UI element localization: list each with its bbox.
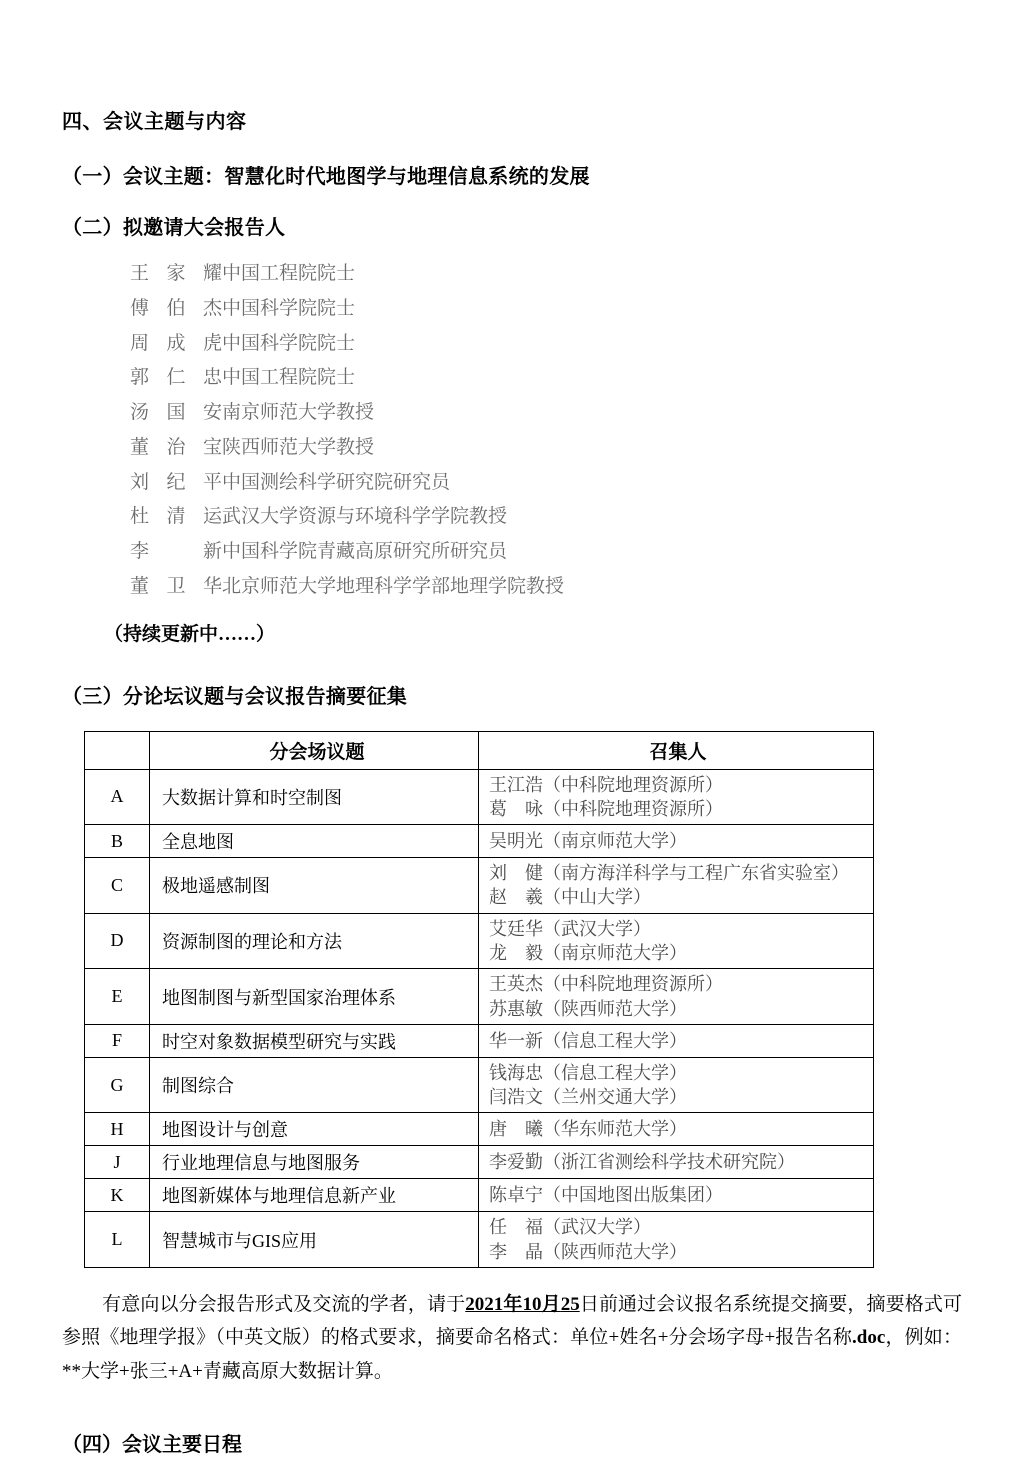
row-topic: 行业地理信息与地图服务 xyxy=(150,1146,479,1179)
row-topic: 资源制图的理论和方法 xyxy=(150,913,479,969)
list-item xyxy=(62,262,962,286)
paragraph-line3-c: ，例如：**大学+张三+A+青藏高原大数据计算。 xyxy=(62,1327,962,1382)
table-header-convener: 召集人 xyxy=(479,731,874,769)
speaker-affiliation: 南京师范大学教授 xyxy=(222,402,375,423)
table-row xyxy=(85,1113,874,1146)
row-topic: 大数据计算和时空制图 xyxy=(150,769,479,825)
row-conveners xyxy=(479,825,874,858)
row-conveners xyxy=(479,858,874,914)
row-conveners xyxy=(479,1057,874,1113)
row-topic: 智慧城市与GIS应用 xyxy=(150,1212,479,1268)
row-letter: K xyxy=(85,1179,150,1212)
convener: 钱海忠（信息工程大学） xyxy=(489,1062,687,1083)
row-letter: A xyxy=(85,769,150,825)
convener: 王英杰（中科院地理资源所） xyxy=(489,974,723,995)
row-topic: 地图新媒体与地理信息新产业 xyxy=(150,1179,479,1212)
list-item xyxy=(62,575,962,599)
list-item xyxy=(62,540,962,564)
speaker-affiliation: 中国科学院青藏高原研究所研究员 xyxy=(222,541,508,562)
subsection-2-speakers: （二）拟邀请大会报告人 xyxy=(62,217,286,239)
paragraph-lead: 有意向以分会报告形式及交流的学者，请于 xyxy=(102,1294,466,1316)
table-row xyxy=(85,1024,874,1057)
convener: 李爱勤（浙江省测绘科学技术研究院） xyxy=(489,1152,795,1173)
convener: 王江浩（中科院地理资源所） xyxy=(489,774,723,795)
speaker-name: 王家耀 xyxy=(130,263,222,284)
row-letter: C xyxy=(85,858,150,914)
convener: 吴明光（南京师范大学） xyxy=(489,830,687,851)
convener: 闫浩文（兰州交通大学） xyxy=(489,1087,687,1108)
row-conveners xyxy=(479,969,874,1025)
row-letter: B xyxy=(85,825,150,858)
paragraph-date-tail: 日前通过会议报名系统提交摘要， xyxy=(579,1294,867,1316)
deadline-day: 25 xyxy=(560,1294,580,1316)
list-item xyxy=(62,297,962,321)
deadline-month: 10月 xyxy=(522,1294,561,1316)
row-topic: 地图制图与新型国家治理体系 xyxy=(150,969,479,1025)
speaker-affiliation: 陕西师范大学教授 xyxy=(222,436,375,458)
row-conveners xyxy=(479,1146,874,1179)
speaker-affiliation: 中国工程院院士 xyxy=(222,263,356,284)
convener: 艾廷华（武汉大学） xyxy=(489,918,651,939)
submission-paragraph xyxy=(62,1288,962,1388)
row-topic: 全息地图 xyxy=(150,825,479,858)
convener: 李 晶（陕西师范大学） xyxy=(489,1241,687,1262)
convener: 陈卓宁（中国地图出版集团） xyxy=(489,1185,723,1206)
convener: 任 福（武汉大学） xyxy=(489,1217,651,1238)
speaker-name: 杜清运 xyxy=(130,506,222,528)
subsection-4-schedule: （四）会议主要日程 xyxy=(62,1433,242,1456)
forum-topics-table xyxy=(84,731,874,1269)
row-conveners xyxy=(479,1113,874,1146)
row-topic: 制图综合 xyxy=(150,1057,479,1113)
subsection-1-theme: （一）会议主题：智慧化时代地图学与地理信息系统的发展 xyxy=(62,166,590,188)
speaker-affiliation: 中国测绘科学研究院研究员 xyxy=(222,471,451,493)
convener: 华一新（信息工程大学） xyxy=(489,1030,687,1051)
speaker-affiliation: 中国科学院院士 xyxy=(222,297,356,319)
row-letter: J xyxy=(85,1146,150,1179)
convener: 龙 毅（南京师范大学） xyxy=(489,942,687,963)
speaker-name: 傅伯杰 xyxy=(130,297,222,319)
list-item xyxy=(62,505,962,529)
row-conveners xyxy=(479,1212,874,1268)
table-row xyxy=(85,1179,874,1212)
speaker-list xyxy=(62,262,962,599)
convener: 赵 羲（中山大学） xyxy=(489,887,651,908)
list-item xyxy=(62,332,962,356)
document-content xyxy=(62,105,962,1457)
speaker-name: 郭仁忠 xyxy=(130,367,222,389)
row-topic: 极地遥感制图 xyxy=(150,858,479,914)
table-row xyxy=(85,858,874,914)
row-conveners xyxy=(479,913,874,969)
table-row xyxy=(85,769,874,825)
speaker-name: 周成虎 xyxy=(130,332,222,354)
speaker-name: 李 新 xyxy=(130,541,222,562)
speaker-name: 董治宝 xyxy=(130,436,222,458)
table-row xyxy=(85,913,874,969)
table-header-topic: 分会场议题 xyxy=(150,731,479,769)
row-conveners xyxy=(479,769,874,825)
row-conveners xyxy=(479,1024,874,1057)
speaker-name: 董卫华 xyxy=(130,575,222,597)
list-item xyxy=(62,366,962,390)
convener: 唐 曦（华东师范大学） xyxy=(489,1119,687,1140)
section-heading: 四、会议主题与内容 xyxy=(62,111,247,133)
paragraph-line3-b: .doc xyxy=(852,1327,886,1349)
row-letter: H xyxy=(85,1113,150,1146)
subsection-3-forums: （三）分论坛议题与会议报告摘要征集 xyxy=(62,685,408,708)
deadline-year: 2021年 xyxy=(465,1294,523,1316)
list-item xyxy=(62,436,962,460)
row-letter: F xyxy=(85,1024,150,1057)
row-letter: L xyxy=(85,1212,150,1268)
table-header-letter xyxy=(85,731,150,769)
row-topic: 时空对象数据模型研究与实践 xyxy=(150,1024,479,1057)
convener: 苏惠敏（陕西师范大学） xyxy=(489,998,687,1019)
speaker-name: 汤国安 xyxy=(130,402,222,423)
table-row xyxy=(85,825,874,858)
speaker-affiliation: 武汉大学资源与环境科学学院教授 xyxy=(222,506,508,528)
table-header-row xyxy=(85,731,874,769)
speaker-affiliation: 中国科学院院士 xyxy=(222,332,356,354)
table-row xyxy=(85,969,874,1025)
paragraph-line2: 摘要格式可参照《地理学报》（中英文版）的格式要求，摘要命名格式：单位+姓名+分会场字母+ xyxy=(62,1294,962,1349)
row-topic: 地图设计与创意 xyxy=(150,1113,479,1146)
row-conveners xyxy=(479,1179,874,1212)
list-item xyxy=(62,471,962,495)
speaker-affiliation: 北京师范大学地理科学学部地理学院教授 xyxy=(222,575,565,597)
table-row xyxy=(85,1212,874,1268)
paragraph-line3-a: 报告名称 xyxy=(775,1327,853,1349)
updating-note: （持续更新中……） xyxy=(104,623,276,645)
row-letter: E xyxy=(85,969,150,1025)
speaker-affiliation: 中国工程院院士 xyxy=(222,367,356,389)
convener: 刘 健（南方海洋科学与工程广东省实验室） xyxy=(489,863,849,884)
row-letter: D xyxy=(85,913,150,969)
table-row xyxy=(85,1146,874,1179)
speaker-name: 刘纪平 xyxy=(130,471,222,493)
list-item xyxy=(62,401,962,425)
table-row xyxy=(85,1057,874,1113)
convener: 葛 咏（中科院地理资源所） xyxy=(489,798,723,819)
row-letter: G xyxy=(85,1057,150,1113)
